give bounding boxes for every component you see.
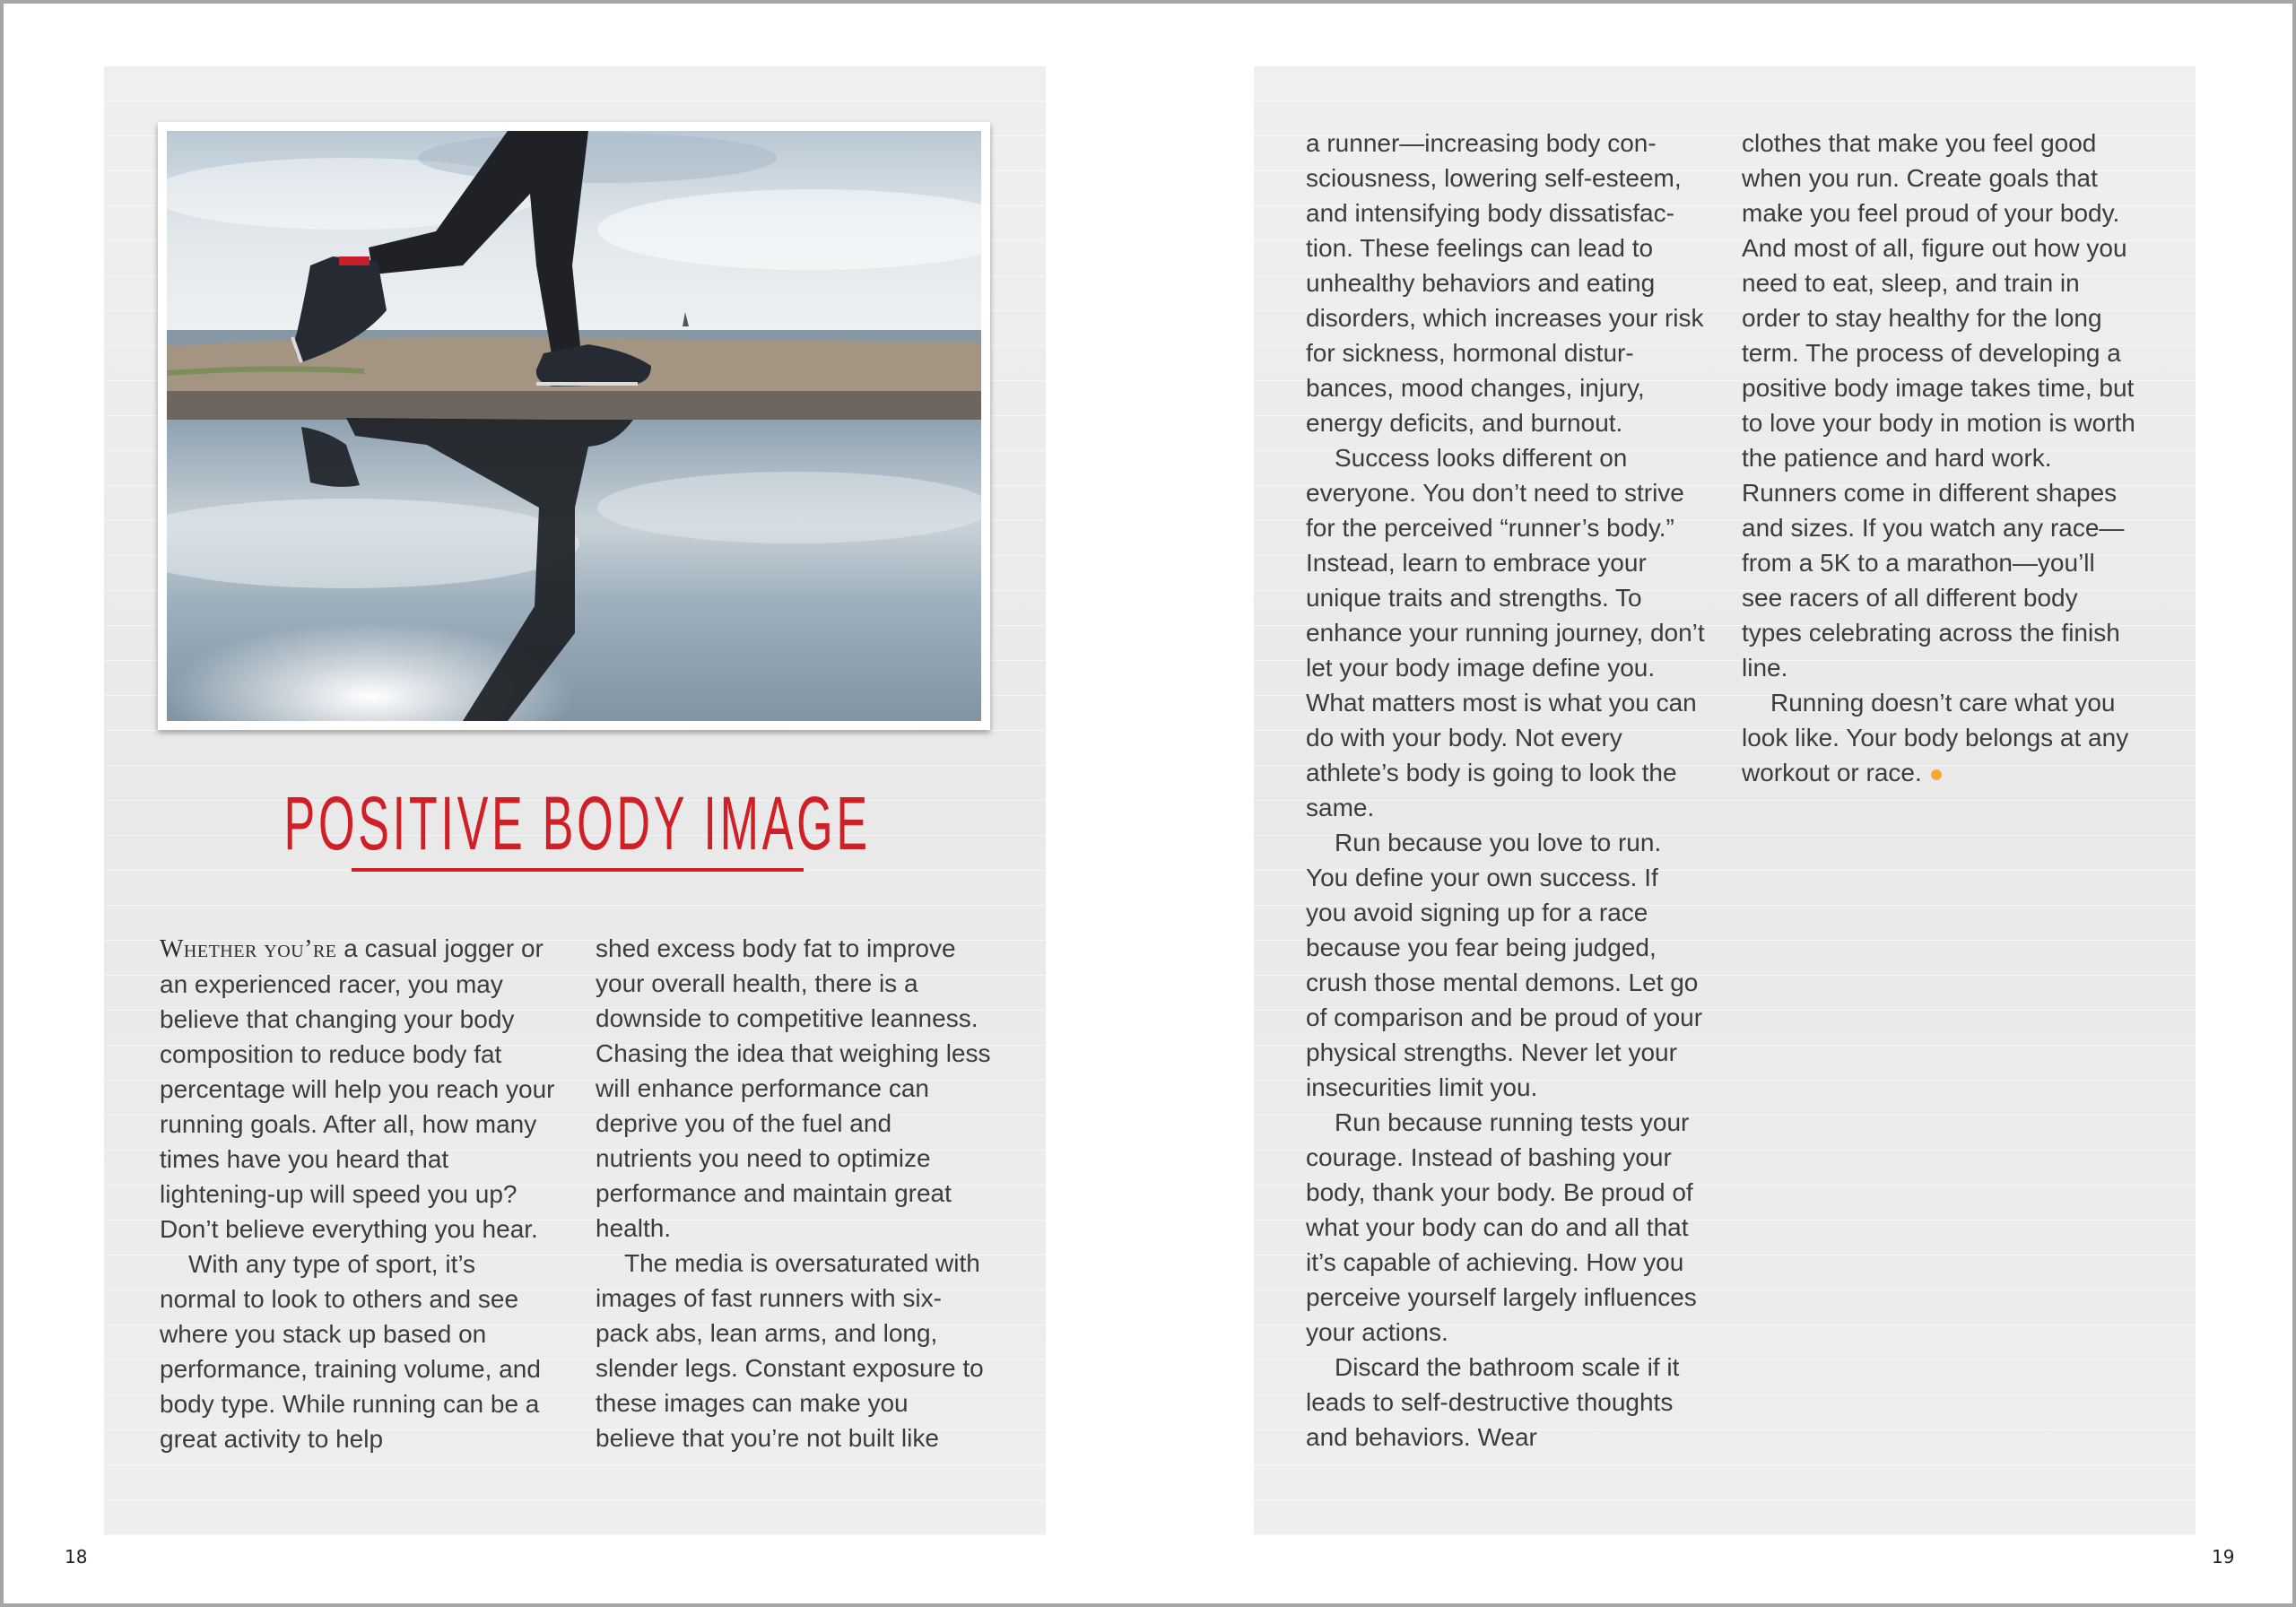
paragraph: Discard the bathroom scale if it leads to self-destructive thoughts and behaviors. Wear: [1306, 1353, 1680, 1451]
paragraph: clothes that make you feel good when you run. Create goals that make you feel proud of your body. And most of all, figure out how you need to eat, sleep, and train in order to stay healthy for the long term. The process of developing a positive body image takes time, but to love your body in motion is worth the patience and hard work. Runners come in different shapes and sizes. If you watch any race—from a 5K to a marathon—you’ll see racers of all different body types celebrating across the finish line.: [1742, 129, 2135, 682]
right-page-column-1: [1306, 126, 1705, 1455]
paragraph: The media is oversaturated with images of fast runners with six-pack abs, lean arms, and long, slender legs. Constant exposure to these images can make you believe that you’re not built like: [596, 1249, 984, 1452]
paragraph-text: Running doesn’t care what you look like. Your body belongs at any workout or race.: [1742, 689, 2129, 786]
runner-photo-illustration: [167, 131, 981, 721]
paragraph: a runner—increasing body consciousness, lowering self-esteem, and intensifying body dissatisfaction. These feelings can lead to unhealthy behaviors and eating disorders, which increases your risk for sickness, hormonal disturbances, mood changes, injury, energy deficits, and burnout.: [1306, 129, 1704, 437]
lead-in: Whether you’re: [160, 935, 337, 963]
left-page-column-1: [160, 931, 559, 1456]
paragraph: [1742, 685, 2141, 790]
paragraph: [160, 931, 559, 1247]
title-underline: [352, 868, 804, 872]
page-number-left: 18: [65, 1546, 88, 1568]
end-mark-bullet-icon: [1931, 769, 1942, 780]
paragraph: With any type of sport, it’s normal to look to others and see where you stack up based on performance, training volume, and body type. While running can be a great activity to help: [160, 1250, 541, 1453]
page-number-right: 19: [2212, 1546, 2235, 1568]
right-page-column-2: [1742, 126, 2141, 790]
paragraph: shed excess body fat to improve your overall health, there is a downside to competitive leanness. Chasing the idea that weighing less will enhance performance can deprive you of the fuel and nutrients you need to optimize performance and maintain great health.: [596, 934, 991, 1242]
article-title: [104, 781, 1046, 865]
left-page: [104, 66, 1046, 1535]
runner-reflection-photo: [158, 122, 990, 730]
paragraph: Run because you love to run. You define your own success. If you avoid signing up for a race because you fear being judged, crush those mental demons. Let go of comparison and be proud of your physical strengths. Never let your insecurities limit you.: [1306, 829, 1703, 1101]
left-page-column-2: [596, 931, 995, 1455]
paragraph: Run because running tests your courage. Instead of bashing your body, thank your body. Be proud of what your body can do and all that it’s capable of achieving. How you perceive yourself largely influences your actions.: [1306, 1108, 1697, 1346]
paragraph-text: a casual jogger or an experienced racer, you may believe that changing your body composition to reduce body fat percentage will help you reach your running goals. After all, how many times have you heard that lightening-up will speed you up? Don’t believe everything you hear.: [160, 934, 555, 1243]
right-page: [1254, 66, 2196, 1535]
article-title-text: POSITIVE BODY IMAGE: [283, 781, 871, 865]
paragraph: Success looks different on everyone. You don’t need to strive for the perceived “runner’s body.” Instead, learn to embrace your unique traits and strengths. To enhance your running journey, don’t let your body image define you. What matters most is what you can do with your body. Not every athlete’s body is going to look the same.: [1306, 444, 1705, 821]
